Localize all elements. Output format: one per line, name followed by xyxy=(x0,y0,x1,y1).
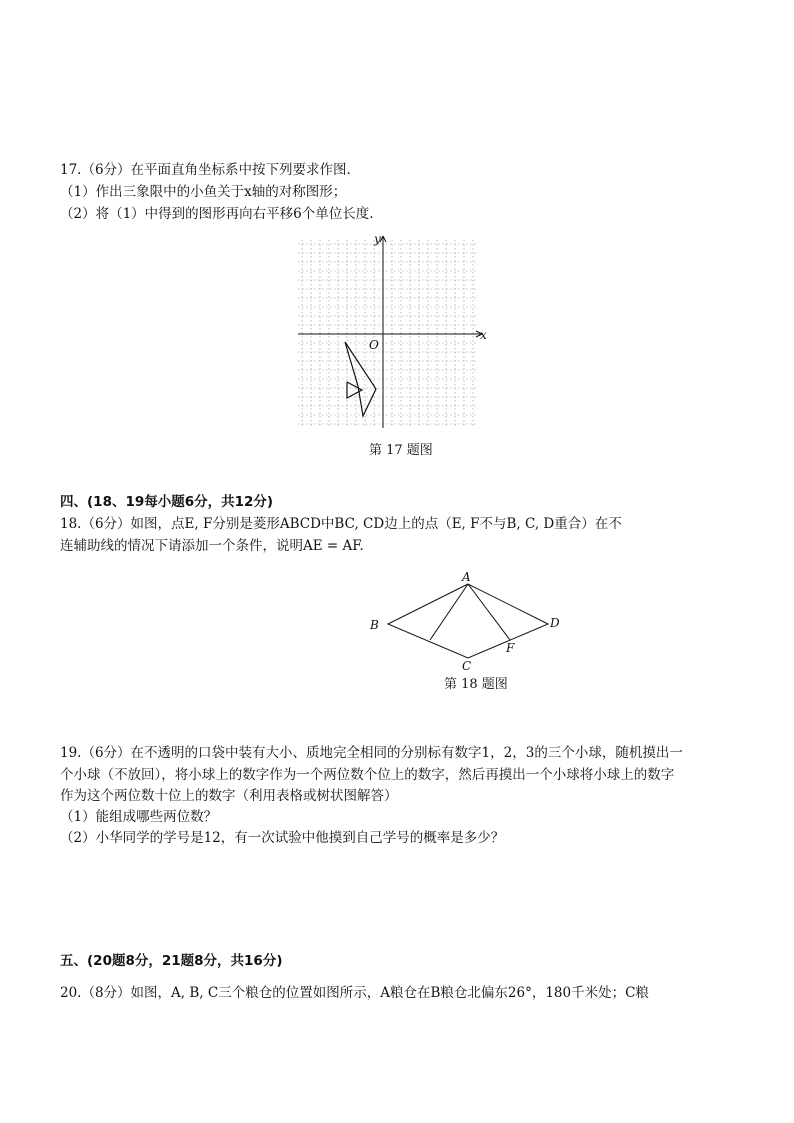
label-b: B xyxy=(370,618,379,632)
q17-part1: （1）作出三象限中的小鱼关于x轴的对称图形； xyxy=(60,184,347,200)
section5-heading: 五、(20题8分，21题8分，共16分) xyxy=(60,953,283,969)
label-f: F xyxy=(506,641,515,655)
q18-caption: 第 18 题图 xyxy=(444,677,508,692)
q19-part1: （1）能组成哪些两位数？ xyxy=(60,809,218,825)
q19-line1: 19.（6分）在不透明的口袋中装有大小、质地完全相同的分别标有数字1，2，3的三个小球，随机摸出一 xyxy=(60,745,683,761)
q17-caption: 第 17 题图 xyxy=(369,443,433,458)
q19-line3: 作为这个两位数十位上的数字（利用表格或树状图解答） xyxy=(60,788,398,804)
q20-line1: 20.（8分）如图，A, B, C三个粮仓的位置如图所示，A粮仓在B粮仓北偏东26°，180千米处；C粮 xyxy=(60,985,649,1001)
rhombus xyxy=(388,584,548,658)
q17-figure xyxy=(296,232,492,432)
label-d: D xyxy=(550,616,560,630)
label-c: C xyxy=(462,659,472,673)
y-axis-label: y xyxy=(374,232,381,246)
q17-part2: （2）将（1）中得到的图形再向右平移6个单位长度. xyxy=(60,206,374,222)
q17-stem: 17.（6分）在平面直角坐标系中按下列要求作图. xyxy=(60,162,351,178)
q19-line2: 个小球（不放回），将小球上的数字作为一个两位数个位上的数字，然后再摸出一个小球将小球上的数字 xyxy=(60,767,675,783)
x-axis-label: x xyxy=(480,328,487,342)
q19-part2: （2）小华同学的学号是12，有一次试验中他摸到自己学号的概率是多少？ xyxy=(60,830,505,846)
label-a: A xyxy=(462,570,471,584)
q18-figure xyxy=(364,566,574,676)
origin-label: O xyxy=(369,338,379,352)
section4-heading: 四、(18、19每小题6分，共12分) xyxy=(60,494,274,510)
q18-line1: 18.（6分）如图，点E, F分别是菱形ABCD中BC, CD边上的点（E, F不与B, C, D重合）在不 xyxy=(60,516,622,532)
q18-line2: 连辅助线的情况下请添加一个条件，说明AE = AF. xyxy=(60,538,364,554)
